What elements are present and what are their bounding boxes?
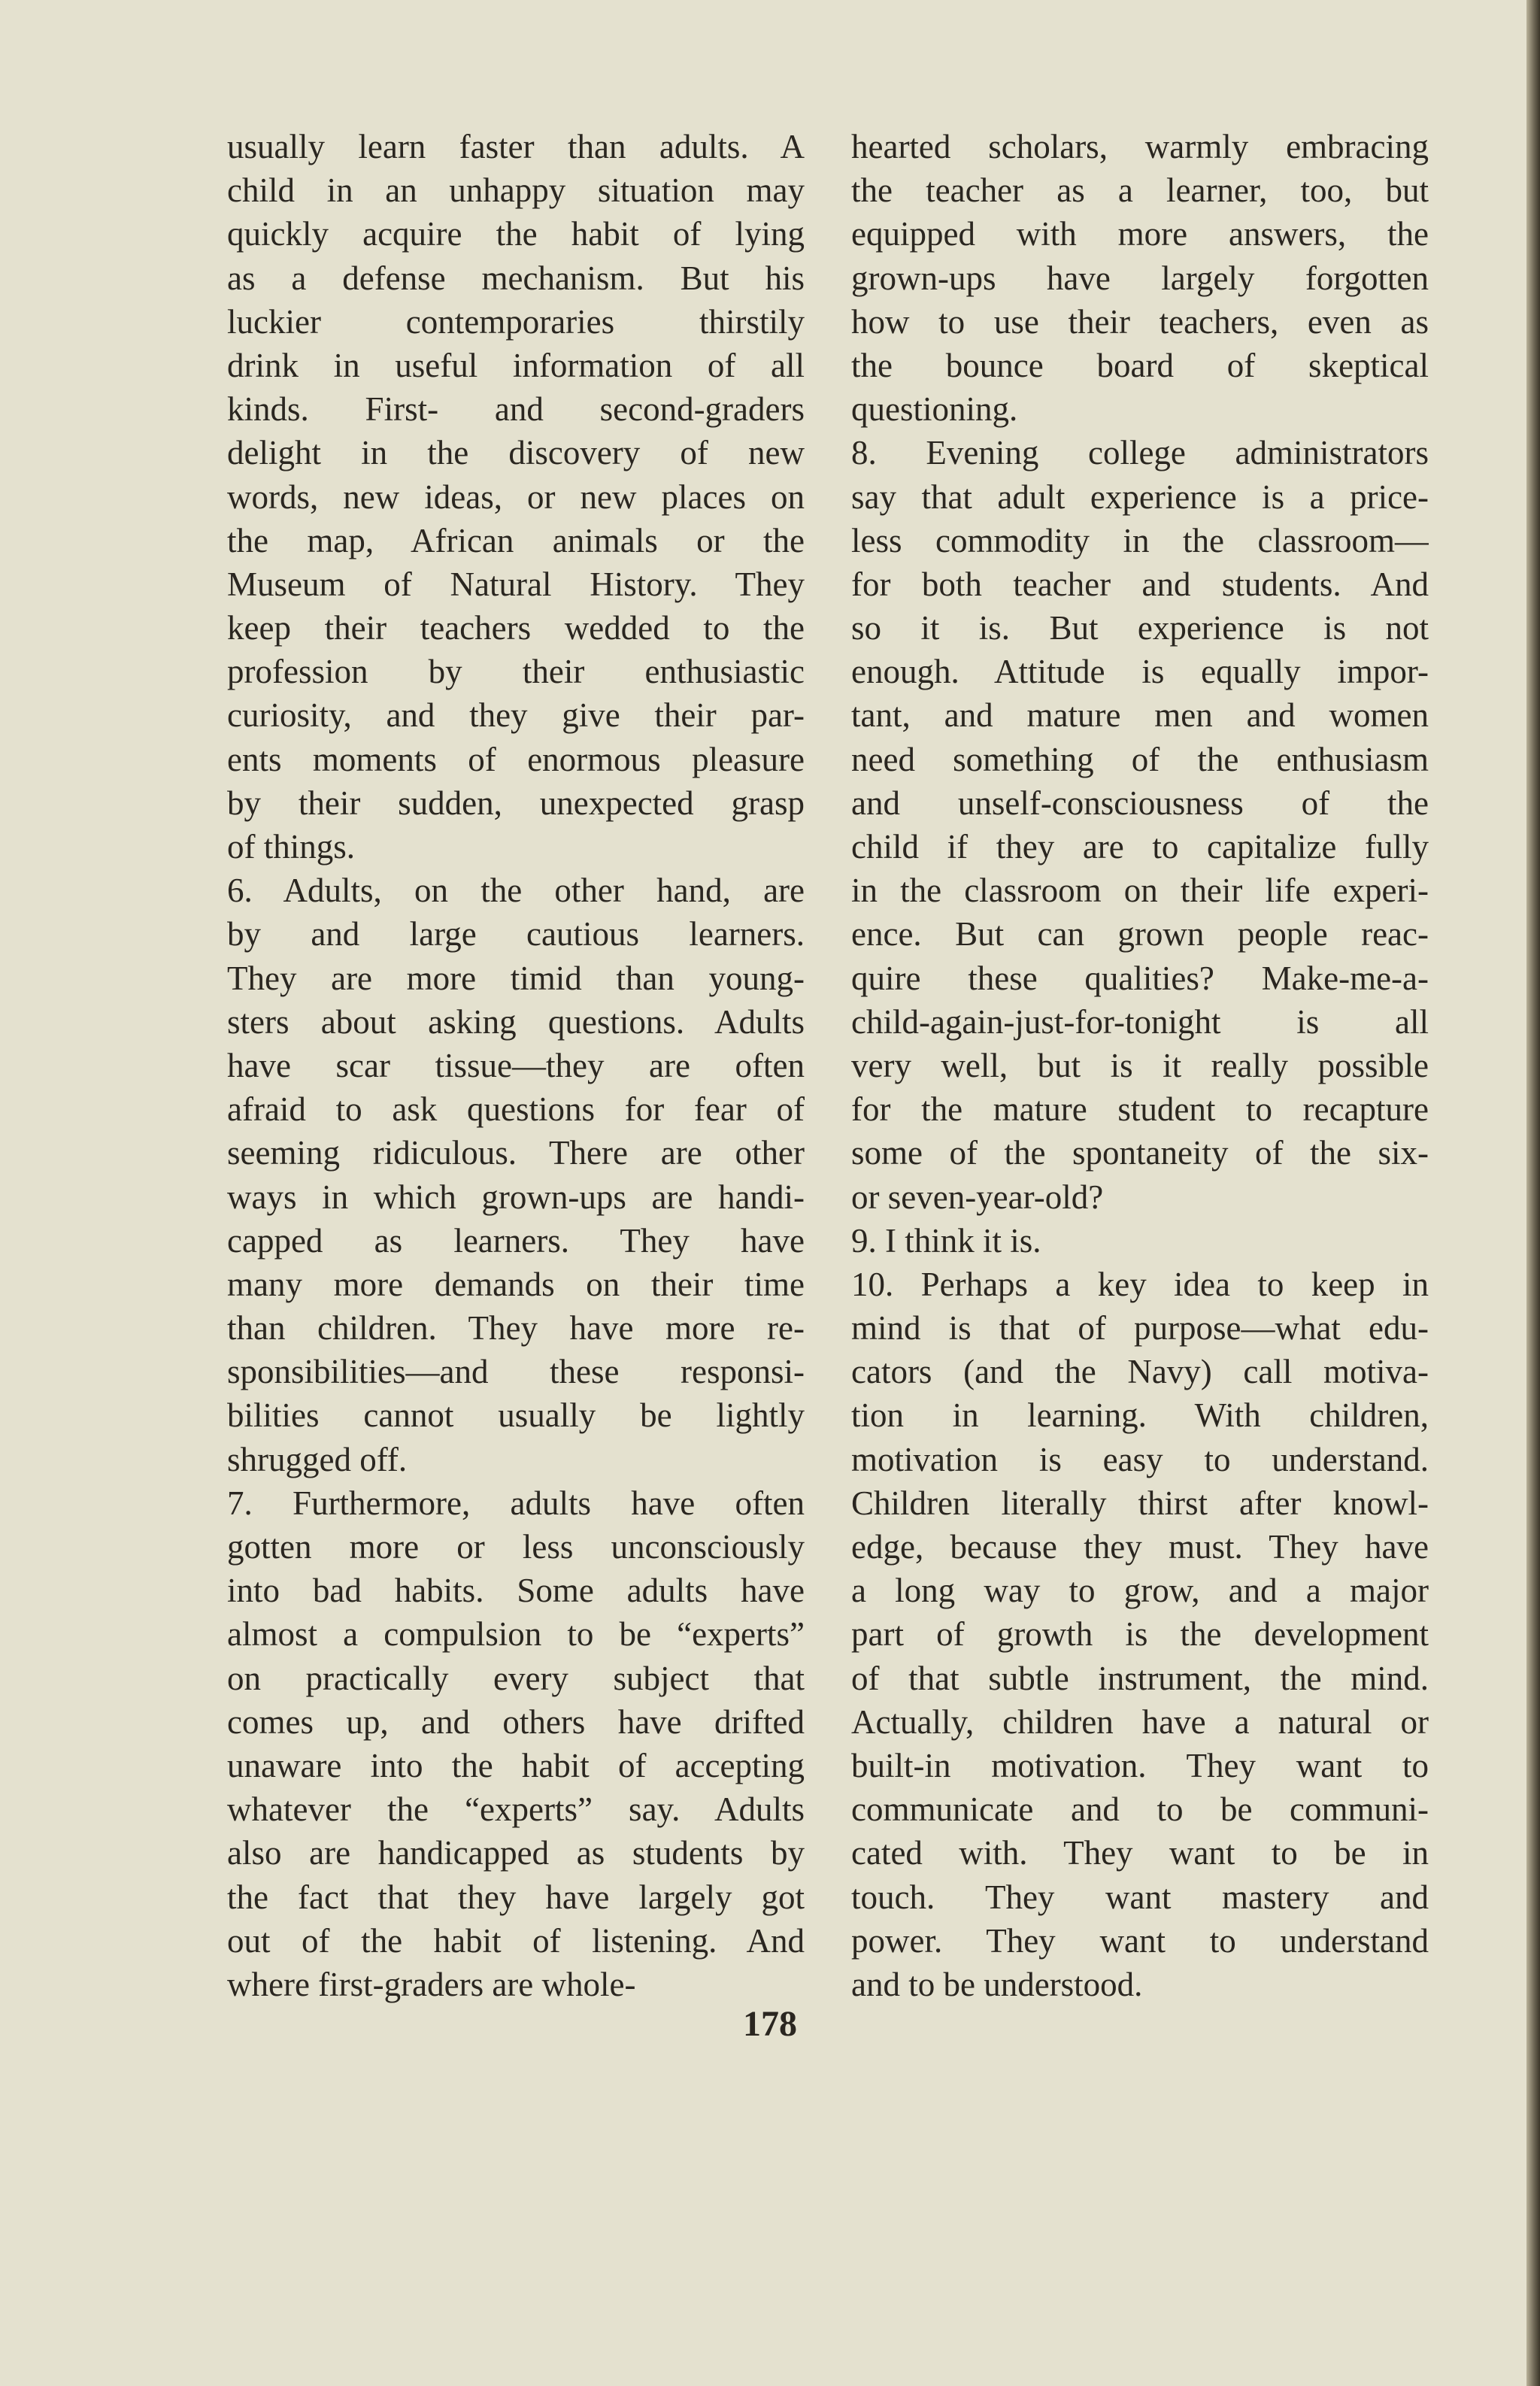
text-line: out of the habit of listening. And [227, 1921, 805, 1960]
text-line: say that adult experience is a price- [851, 478, 1429, 516]
text-line: curiosity, and they give their par- [227, 696, 805, 735]
text-line: have scar tissue—they are often [227, 1046, 805, 1084]
text-line: ence. But can grown people reac- [851, 915, 1429, 953]
text-line: edge, because they must. They have [851, 1528, 1429, 1566]
text-line: as a defense mechanism. But his [227, 259, 805, 297]
page-number: 178 [743, 2004, 797, 2044]
text-line: luckier contemporaries thirstily [227, 302, 805, 341]
text-line: usually learn faster than adults. A [227, 128, 805, 165]
text-line: than children. They have more re- [227, 1309, 805, 1348]
text-line: where first-graders are whole- [227, 1965, 636, 2003]
text-line: by and large cautious learners. [227, 915, 805, 953]
text-line: the map, African animals or the [227, 521, 805, 559]
text-line: 6. Adults, on the other hand, are [227, 872, 805, 910]
text-line: the fact that they have largely got [227, 1878, 805, 1916]
text-line: grown-ups have largely forgotten [851, 259, 1429, 297]
text-line: hearted scholars, warmly embracing [851, 128, 1429, 165]
text-line: comes up, and others have drifted [227, 1702, 805, 1741]
text-line: tion in learning. With children, [851, 1396, 1429, 1435]
text-line: cators (and the Navy) call motiva- [851, 1353, 1429, 1391]
text-line: touch. They want mastery and [851, 1878, 1429, 1916]
text-line: quire these qualities? Make-me-a- [851, 959, 1429, 997]
text-line: built-in motivation. They want to [851, 1746, 1429, 1784]
text-line: mind is that of purpose—what edu- [851, 1309, 1429, 1348]
text-line: drink in useful information of all [227, 346, 805, 384]
text-line: child if they are to capitalize fully [851, 828, 1429, 866]
text-line: into bad habits. Some adults have [227, 1572, 805, 1610]
text-line: sponsibilities—and these responsi- [227, 1353, 805, 1391]
text-line: profession by their enthusiastic [227, 653, 805, 691]
text-line: Children literally thirst after knowl- [851, 1484, 1429, 1522]
text-line: how to use their teachers, even as [851, 302, 1429, 341]
text-line: the teacher as a learner, too, but [851, 171, 1429, 210]
text-line: quickly acquire the habit of lying [227, 215, 805, 253]
text-line: in the classroom on their life experi- [851, 872, 1429, 910]
text-line: 7. Furthermore, adults have often [227, 1484, 805, 1522]
text-line: Museum of Natural History. They [227, 565, 805, 603]
text-line: questioning. [851, 390, 1018, 429]
text-line: communicate and to be communi- [851, 1790, 1429, 1829]
text-line: on practically every subject that [227, 1659, 805, 1697]
text-line: so it is. But experience is not [851, 609, 1429, 647]
text-line: 10. Perhaps a key idea to keep in [851, 1265, 1429, 1303]
text-line: and to be understood. [851, 1965, 1143, 2003]
text-line: equipped with more answers, the [851, 215, 1429, 253]
text-line: delight in the discovery of new [227, 434, 805, 472]
text-line: kinds. First- and second-graders [227, 390, 805, 429]
text-line: or seven-year-old? [851, 1178, 1104, 1216]
text-line: of that subtle instrument, the mind. [851, 1659, 1429, 1697]
text-line: cated with. They want to be in [851, 1834, 1429, 1872]
text-line: ents moments of enormous pleasure [227, 740, 805, 778]
text-line: words, new ideas, or new places on [227, 478, 805, 516]
text-line: child in an unhappy situation may [227, 171, 805, 210]
text-line: and unself-consciousness of the [851, 784, 1429, 822]
text-line: less commodity in the classroom— [851, 521, 1429, 559]
text-line: part of growth is the development [851, 1615, 1429, 1654]
text-line: very well, but is it really possible [851, 1046, 1429, 1084]
text-line: enough. Attitude is equally impor- [851, 653, 1429, 691]
text-line: for the mature student to recapture [851, 1090, 1429, 1129]
text-line: motivation is easy to understand. [851, 1440, 1429, 1478]
text-line: They are more timid than young- [227, 959, 805, 997]
text-line: seeming ridiculous. There are other [227, 1134, 805, 1172]
text-line: the bounce board of skeptical [851, 346, 1429, 384]
text-line: some of the spontaneity of the six- [851, 1134, 1429, 1172]
text-line: almost a compulsion to be “experts” [227, 1615, 805, 1654]
text-line: sters about asking questions. Adults [227, 1002, 805, 1041]
text-line: by their sudden, unexpected grasp [227, 784, 805, 822]
text-line: ways in which grown-ups are handi- [227, 1178, 805, 1216]
text-line: unaware into the habit of accepting [227, 1746, 805, 1784]
right-text-column [851, 125, 1429, 2006]
text-line: capped as learners. They have [227, 1221, 805, 1260]
text-line: bilities cannot usually be lightly [227, 1396, 805, 1435]
text-line: power. They want to understand [851, 1921, 1429, 1960]
text-line: child-again-just-for-tonight is all [851, 1002, 1429, 1041]
left-text-column [227, 125, 805, 2006]
text-line: shrugged off. [227, 1440, 408, 1478]
text-line: of things. [227, 828, 356, 866]
text-line: gotten more or less unconsciously [227, 1528, 805, 1566]
text-line: a long way to grow, and a major [851, 1572, 1429, 1610]
text-line: for both teacher and students. And [851, 565, 1429, 603]
text-line: Actually, children have a natural or [851, 1702, 1429, 1741]
text-line: afraid to ask questions for fear of [227, 1090, 805, 1129]
text-line: also are handicapped as students by [227, 1834, 805, 1872]
text-line: keep their teachers wedded to the [227, 609, 805, 647]
text-line: many more demands on their time [227, 1265, 805, 1303]
text-line: tant, and mature men and women [851, 696, 1429, 735]
text-line: 9. I think it is. [851, 1221, 1041, 1260]
text-line: 8. Evening college administrators [851, 434, 1429, 472]
text-line: whatever the “experts” say. Adults [227, 1790, 805, 1829]
text-line: need something of the enthusiasm [851, 740, 1429, 778]
